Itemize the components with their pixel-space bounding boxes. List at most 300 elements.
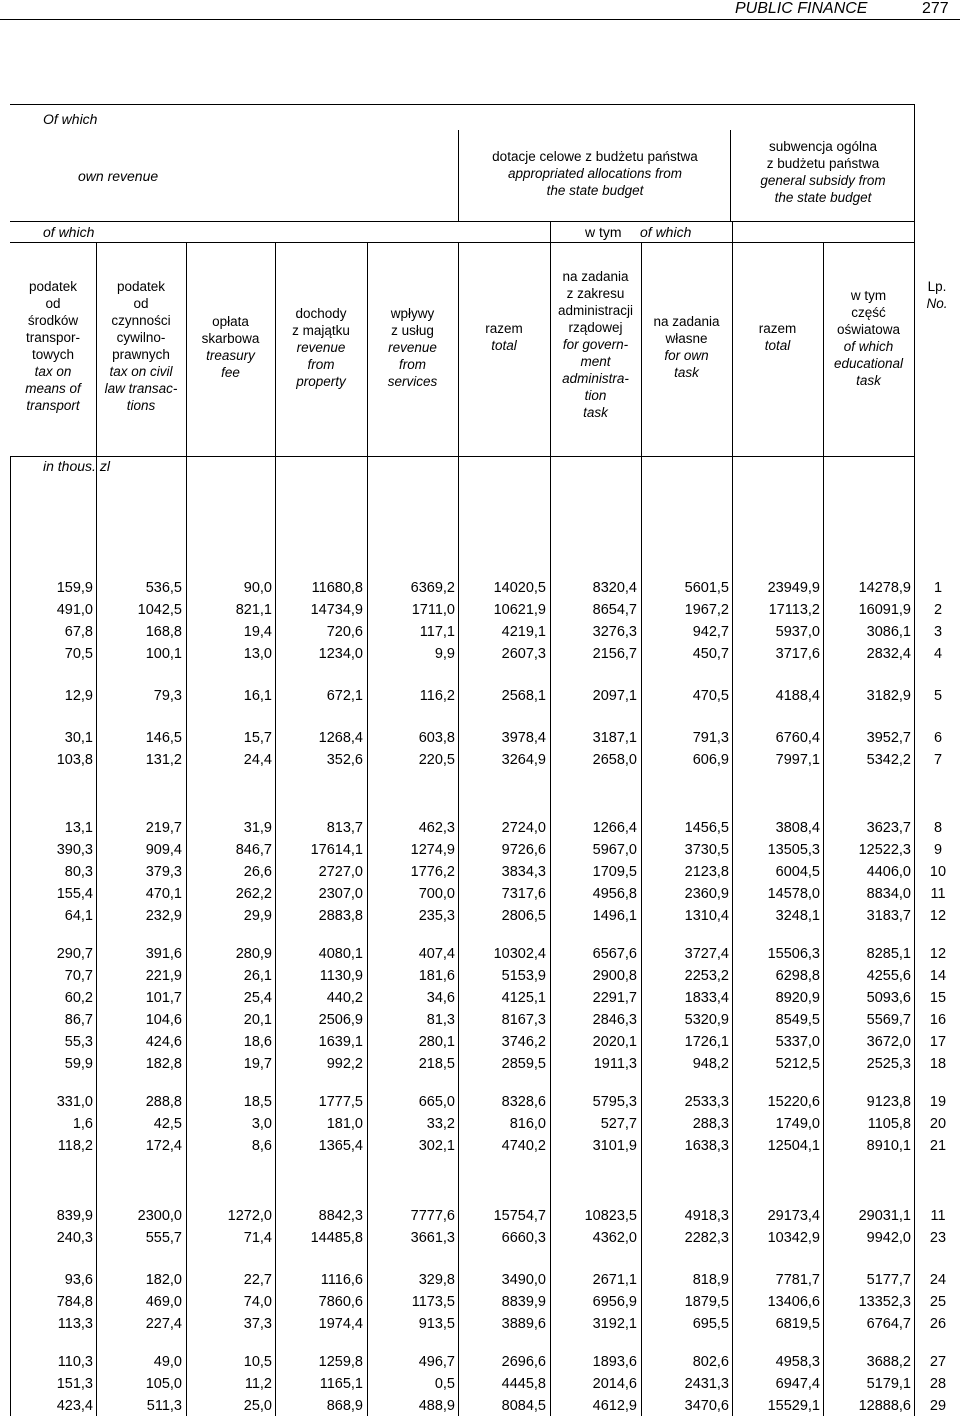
table-cell: 14278,9 [858, 580, 911, 596]
w-tym-label: w tym [585, 224, 622, 240]
table-cell: 2525,3 [866, 1056, 911, 1072]
table-cell: 81,3 [426, 1012, 455, 1028]
row-number: 14 [929, 968, 947, 984]
table-cell: 8654,7 [592, 602, 637, 618]
table-cell: 23949,9 [767, 580, 820, 596]
table-cell: 6567,6 [592, 946, 637, 962]
table-cell: 6819,5 [775, 1316, 820, 1332]
table-cell: 3490,0 [501, 1272, 546, 1288]
table-cell: 70,7 [64, 968, 93, 984]
table-cell: 462,3 [418, 820, 455, 836]
table-cell: 2883,8 [318, 908, 363, 924]
table-cell: 55,3 [64, 1034, 93, 1050]
table-cell: 1638,3 [684, 1138, 729, 1154]
column-header-pl-line: część [851, 305, 886, 320]
column-header-pl-line: skarbowa [201, 331, 260, 346]
table-cell: 1266,4 [592, 820, 637, 836]
table-cell: 2291,7 [592, 990, 637, 1006]
table-cell: 67,8 [64, 624, 93, 640]
table-cell: 536,5 [145, 580, 182, 596]
table-cell: 9123,8 [866, 1094, 911, 1110]
table-cell: 7860,6 [318, 1294, 363, 1310]
table-cell: 15,7 [243, 730, 272, 746]
column-header-pl-line: na zadania [562, 269, 629, 284]
table-cell: 1726,1 [684, 1034, 729, 1050]
row-number: 1 [933, 580, 943, 596]
table-cell: 11,2 [244, 1376, 272, 1392]
subwencja-en-2: the state budget [774, 190, 872, 205]
row-number: 28 [929, 1376, 947, 1392]
table-cell: 3470,6 [684, 1398, 729, 1414]
column-header-pl-line: oświatowa [836, 322, 901, 337]
table-cell: 6369,2 [410, 580, 455, 596]
column-header-pl-line: administracji [557, 303, 634, 318]
table-cell: 4362,0 [592, 1230, 637, 1246]
table-cell: 1911,3 [593, 1056, 637, 1072]
table-cell: 5601,5 [684, 580, 729, 596]
table-cell: 1234,0 [318, 646, 363, 662]
table-cell: 1365,4 [318, 1138, 363, 1154]
table-cell: 3834,3 [501, 864, 546, 880]
table-cell: 29031,1 [858, 1208, 911, 1224]
table-cell: 168,8 [145, 624, 182, 640]
table-cell: 4406,0 [866, 864, 911, 880]
table-cell: 2671,1 [592, 1272, 637, 1288]
row-number: 20 [929, 1116, 947, 1132]
table-cell: 700,0 [418, 886, 455, 902]
table-cell: 3717,6 [775, 646, 820, 662]
table-cell: 16091,9 [858, 602, 911, 618]
table-cell: 407,4 [418, 946, 455, 962]
table-cell: 391,6 [145, 946, 182, 962]
table-cell: 3889,6 [501, 1316, 546, 1332]
column-header-en-line: treasury [206, 348, 255, 363]
row-number: 9 [933, 842, 943, 858]
table-cell: 15220,6 [767, 1094, 820, 1110]
table-cell: 79,3 [153, 688, 182, 704]
table-cell: 8167,3 [501, 1012, 546, 1028]
table-cell: 2282,3 [684, 1230, 729, 1246]
table-cell: 118,2 [57, 1138, 93, 1154]
table-cell: 221,9 [145, 968, 182, 984]
table-cell: 151,3 [56, 1376, 93, 1392]
column-header-en-line: tion [584, 388, 607, 403]
table-cell: 2859,5 [501, 1056, 546, 1072]
own-revenue-label: own revenue [78, 168, 159, 184]
column-header-en-line: law transac- [104, 381, 178, 396]
row-number: 10 [929, 864, 947, 880]
column-header-pl-line: od [45, 296, 61, 311]
table-cell: 8839,9 [501, 1294, 546, 1310]
table-cell: 220,5 [418, 752, 455, 768]
table-cell: 813,7 [326, 820, 363, 836]
row-number: 3 [933, 624, 943, 640]
table-cell: 10,5 [243, 1354, 272, 1370]
table-cell: 59,9 [64, 1056, 93, 1072]
table-cell: 948,2 [692, 1056, 729, 1072]
row-number: 2 [933, 602, 943, 618]
table-cell: 3727,4 [684, 946, 729, 962]
table-cell: 1116,6 [320, 1272, 363, 1288]
column-header-en-line: of which [843, 339, 894, 354]
table-cell: 64,1 [64, 908, 93, 924]
table-cell: 1893,6 [592, 1354, 637, 1370]
column-header-en-line: for govern- [562, 337, 629, 352]
table-cell: 12522,3 [858, 842, 911, 858]
table-cell: 352,6 [326, 752, 363, 768]
table-cell: 105,0 [145, 1376, 182, 1392]
table-cell: 13,0 [243, 646, 272, 662]
table-cell: 4125,1 [501, 990, 546, 1006]
table-cell: 2123,8 [684, 864, 729, 880]
column-header-pl-line: razem [485, 321, 523, 336]
column-header-treasury-fee [186, 313, 275, 381]
row-number: 8 [933, 820, 943, 836]
table-cell: 1259,8 [318, 1354, 363, 1370]
column-header-en-line: services [387, 374, 438, 389]
table-cell: 8549,5 [775, 1012, 820, 1028]
column-header-en-line: revenue [388, 340, 437, 355]
row-number: 23 [929, 1230, 947, 1246]
subwencja-pl-2: z budżetu państwa [766, 156, 880, 171]
table-cell: 1711,0 [411, 602, 455, 618]
table-cell: 791,3 [692, 730, 729, 746]
table-cell: 218,5 [418, 1056, 455, 1072]
table-cell: 13505,3 [767, 842, 820, 858]
table-cell: 1310,4 [684, 908, 729, 924]
table-cell: 942,7 [692, 624, 729, 640]
table-cell: 3086,1 [866, 624, 911, 640]
column-header-pl-line: wpływy [390, 306, 435, 321]
subwencja-en-1: general subsidy from [760, 173, 886, 188]
table-cell: 8084,5 [501, 1398, 546, 1414]
table-cell: 2307,0 [318, 886, 363, 902]
column-header-pl-line: opłata [212, 314, 249, 329]
appropriated-allocations-heading [460, 148, 730, 199]
table-cell: 1274,9 [410, 842, 455, 858]
column-header-pl-line: razem [758, 321, 797, 336]
table-cell: 2727,0 [318, 864, 363, 880]
table-cell: 5937,0 [775, 624, 820, 640]
column-header-pl-line: Lp. [927, 279, 947, 294]
table-cell: 784,8 [56, 1294, 93, 1310]
table-cell: 5569,7 [866, 1012, 911, 1028]
table-cell: 24,4 [243, 752, 272, 768]
table-cell: 16,1 [243, 688, 272, 704]
column-header-tax-on-means-of-transport [10, 278, 96, 414]
table-cell: 839,9 [56, 1208, 93, 1224]
column-header-en-line: property [296, 374, 346, 389]
table-cell: 13406,6 [767, 1294, 820, 1310]
row-number: 24 [929, 1272, 947, 1288]
table-cell: 17113,2 [768, 602, 820, 618]
dotacje-pl: dotacje celowe z budżetu państwa [492, 149, 698, 164]
table-cell: 6660,3 [501, 1230, 546, 1246]
table-cell: 450,7 [692, 646, 729, 662]
table-cell: 992,2 [326, 1056, 363, 1072]
table-cell: 7997,1 [775, 752, 820, 768]
table-cell: 1776,2 [410, 864, 455, 880]
table-cell: 3182,9 [866, 688, 911, 704]
table-cell: 8834,0 [866, 886, 911, 902]
table-cell: 1165,1 [319, 1376, 363, 1392]
column-header-pl-line: na zadania [653, 314, 720, 329]
general-subsidy-heading [732, 138, 914, 206]
table-cell: 33,2 [426, 1116, 455, 1132]
table-cell: 30,1 [64, 730, 93, 746]
table-cell: 2014,6 [592, 1376, 637, 1392]
table-cell: 22,7 [243, 1272, 272, 1288]
table-cell: 101,7 [145, 990, 182, 1006]
table-cell: 8328,6 [501, 1094, 546, 1110]
column-header-pl-line: od [133, 296, 149, 311]
column-header-en-line: means of [25, 381, 81, 396]
table-cell: 3187,1 [592, 730, 637, 746]
table-cell: 846,7 [235, 842, 272, 858]
table-cell: 488,9 [418, 1398, 455, 1414]
column-header-pl-line: transpor- [25, 330, 81, 345]
table-cell: 104,6 [145, 1012, 182, 1028]
table-cell: 4740,2 [501, 1138, 546, 1154]
table-cell: 2806,5 [501, 908, 546, 924]
table-cell: 4188,4 [775, 688, 820, 704]
table-cell: 20,1 [243, 1012, 272, 1028]
table-cell: 2020,1 [592, 1034, 637, 1050]
table-cell: 3978,4 [501, 730, 546, 746]
column-header-pl-line: dochody [295, 306, 347, 321]
row-number: 27 [929, 1354, 947, 1370]
table-cell: 5795,3 [592, 1094, 637, 1110]
table-cell: 1173,5 [411, 1294, 455, 1310]
table-cell: 12,9 [64, 688, 93, 704]
column-header-en-line: revenue [296, 340, 346, 355]
table-cell: 14734,9 [310, 602, 363, 618]
column-header-en-line: fee [221, 365, 240, 380]
row-number: 17 [929, 1034, 947, 1050]
row-number: 7 [933, 752, 943, 768]
table-cell: 302,1 [418, 1138, 455, 1154]
table-cell: 10823,5 [584, 1208, 637, 1224]
table-cell: 3808,4 [775, 820, 820, 836]
table-cell: 93,6 [64, 1272, 93, 1288]
column-header-en-line: tions [126, 398, 156, 413]
table-cell: 6760,4 [775, 730, 820, 746]
table-cell: 868,9 [326, 1398, 363, 1414]
table-cell: 1496,1 [592, 908, 637, 924]
table-cell: 5320,9 [684, 1012, 729, 1028]
table-cell: 86,7 [64, 1012, 93, 1028]
table-cell: 42,5 [153, 1116, 182, 1132]
row-number: 4 [933, 646, 943, 662]
table-cell: 2846,3 [592, 1012, 637, 1028]
table-cell: 8,6 [251, 1138, 272, 1154]
table-cell: 802,6 [692, 1354, 729, 1370]
table-cell: 9942,0 [866, 1230, 911, 1246]
table-cell: 26,1 [243, 968, 272, 984]
table-cell: 113,3 [57, 1316, 93, 1332]
row-number: 12 [929, 908, 947, 924]
table-cell: 1879,5 [684, 1294, 729, 1310]
table-cell: 288,3 [692, 1116, 729, 1132]
row-number: 15 [929, 990, 947, 1006]
table-cell: 2658,0 [592, 752, 637, 768]
table-cell: 331,0 [56, 1094, 93, 1110]
table-cell: 288,8 [145, 1094, 182, 1110]
table-cell: 15754,7 [493, 1208, 546, 1224]
table-cell: 3623,7 [866, 820, 911, 836]
column-header-en-line: from [399, 357, 426, 372]
table-cell: 11680,8 [311, 580, 363, 596]
table-cell: 74,0 [243, 1294, 272, 1310]
column-header-en-line: transport [26, 398, 80, 413]
table-cell: 71,4 [243, 1230, 272, 1246]
dotacje-en-1: appropriated allocations from [507, 166, 683, 181]
table-cell: 117,1 [419, 624, 455, 640]
table-cell: 423,4 [56, 1398, 93, 1414]
row-number: 26 [929, 1316, 947, 1332]
table-cell: 14578,0 [767, 886, 820, 902]
table-cell: 424,6 [145, 1034, 182, 1050]
column-header-en-line: tax on [34, 364, 72, 379]
table-cell: 232,9 [145, 908, 182, 924]
table-cell: 1456,5 [684, 820, 729, 836]
table-cell: 672,1 [326, 688, 363, 704]
table-cell: 2360,9 [684, 886, 729, 902]
table-cell: 1833,4 [684, 990, 729, 1006]
table-cell: 3672,0 [866, 1034, 911, 1050]
table-cell: 60,2 [64, 990, 93, 1006]
table-cell: 1749,0 [775, 1116, 820, 1132]
table-cell: 2696,6 [501, 1354, 546, 1370]
table-cell: 3101,9 [592, 1138, 637, 1154]
table-cell: 6947,4 [775, 1376, 820, 1392]
row-number: 12 [929, 946, 947, 962]
table-cell: 3,0 [251, 1116, 272, 1132]
column-header-pl-line: w tym [850, 288, 887, 303]
table-cell: 10342,9 [767, 1230, 820, 1246]
column-header-en-line: ment [580, 354, 611, 369]
table-cell: 390,3 [56, 842, 93, 858]
table-cell: 100,1 [145, 646, 182, 662]
table-cell: 4445,8 [501, 1376, 546, 1392]
table-cell: 1974,4 [318, 1316, 363, 1332]
column-header-row-number [914, 278, 960, 312]
table-cell: 34,6 [426, 990, 455, 1006]
row-number: 5 [933, 688, 943, 704]
table-cell: 527,7 [600, 1116, 637, 1132]
column-header-pl-line: podatek [116, 279, 166, 294]
table-cell: 70,5 [64, 646, 93, 662]
table-cell: 3276,3 [592, 624, 637, 640]
column-header-pl-line: z zakresu [566, 286, 625, 301]
table-cell: 1777,5 [318, 1094, 363, 1110]
column-header-pl-line: rządowej [568, 320, 623, 335]
column-header-en-line: task [674, 365, 699, 380]
table-cell: 19,7 [243, 1056, 272, 1072]
table-cell: 1268,4 [318, 730, 363, 746]
table-cell: 4219,1 [501, 624, 546, 640]
table-cell: 3688,2 [866, 1354, 911, 1370]
table-cell: 110,3 [57, 1354, 93, 1370]
table-cell: 470,1 [145, 886, 182, 902]
row-number: 11 [930, 886, 946, 902]
column-header-pl-line: z majątku [292, 323, 350, 338]
table-cell: 181,0 [326, 1116, 363, 1132]
column-header-pl-line: własne [665, 331, 708, 346]
table-cell: 491,0 [56, 602, 93, 618]
table-cell: 6298,8 [775, 968, 820, 984]
table-cell: 555,7 [145, 1230, 182, 1246]
table-cell: 10621,9 [493, 602, 546, 618]
table-cell: 2253,2 [684, 968, 729, 984]
table-cell: 2506,9 [318, 1012, 363, 1028]
table-cell: 7781,7 [775, 1272, 820, 1288]
running-header-title: PUBLIC FINANCE [735, 0, 868, 17]
table-cell: 5093,6 [866, 990, 911, 1006]
table-cell: 8920,9 [775, 990, 820, 1006]
table-cell: 8285,1 [866, 946, 911, 962]
table-cell: 511,3 [146, 1398, 182, 1414]
table-cell: 379,3 [145, 864, 182, 880]
table-cell: 159,9 [56, 580, 93, 596]
table-cell: 4956,8 [592, 886, 637, 902]
table-cell: 12888,6 [858, 1398, 911, 1414]
table-cell: 9,9 [434, 646, 455, 662]
table-cell: 14485,8 [310, 1230, 363, 1246]
table-cell: 280,9 [235, 946, 272, 962]
table-cell: 29,9 [243, 908, 272, 924]
row-number: 25 [929, 1294, 947, 1310]
table-cell: 6004,5 [775, 864, 820, 880]
dotacje-en-2: the state budget [546, 183, 644, 198]
table-cell: 695,5 [692, 1316, 729, 1332]
table-cell: 2431,3 [684, 1376, 729, 1392]
table-cell: 1639,1 [318, 1034, 363, 1050]
table-cell: 3952,7 [866, 730, 911, 746]
table-cell: 280,1 [418, 1034, 455, 1050]
table-cell: 2568,1 [501, 688, 546, 704]
table-cell: 181,6 [418, 968, 455, 984]
row-number: 21 [929, 1138, 947, 1154]
column-header-en-line: total [764, 338, 791, 353]
table-cell: 1105,8 [867, 1116, 911, 1132]
table-cell: 2300,0 [137, 1208, 182, 1224]
table-cell: 5342,2 [866, 752, 911, 768]
table-cell: 8842,3 [318, 1208, 363, 1224]
table-cell: 2724,0 [501, 820, 546, 836]
table-cell: 4080,1 [318, 946, 363, 962]
column-header-en-line: task [583, 405, 608, 420]
table-cell: 2900,8 [592, 968, 637, 984]
row-number: 11 [930, 1208, 946, 1224]
table-cell: 31,9 [243, 820, 272, 836]
table-cell: 15506,3 [767, 946, 820, 962]
table-cell: 19,4 [243, 624, 272, 640]
column-header-educational-task [823, 287, 914, 389]
table-cell: 10302,4 [493, 946, 546, 962]
table-cell: 5967,0 [592, 842, 637, 858]
table-cell: 6764,7 [866, 1316, 911, 1332]
table-cell: 155,4 [56, 886, 93, 902]
table-cell: 913,5 [418, 1316, 455, 1332]
table-cell: 262,2 [235, 886, 272, 902]
table-cell: 1,6 [72, 1116, 93, 1132]
table-cell: 227,4 [145, 1316, 182, 1332]
table-cell: 603,8 [418, 730, 455, 746]
table-cell: 182,0 [145, 1272, 182, 1288]
table-cell: 26,6 [243, 864, 272, 880]
table-cell: 1709,5 [592, 864, 637, 880]
